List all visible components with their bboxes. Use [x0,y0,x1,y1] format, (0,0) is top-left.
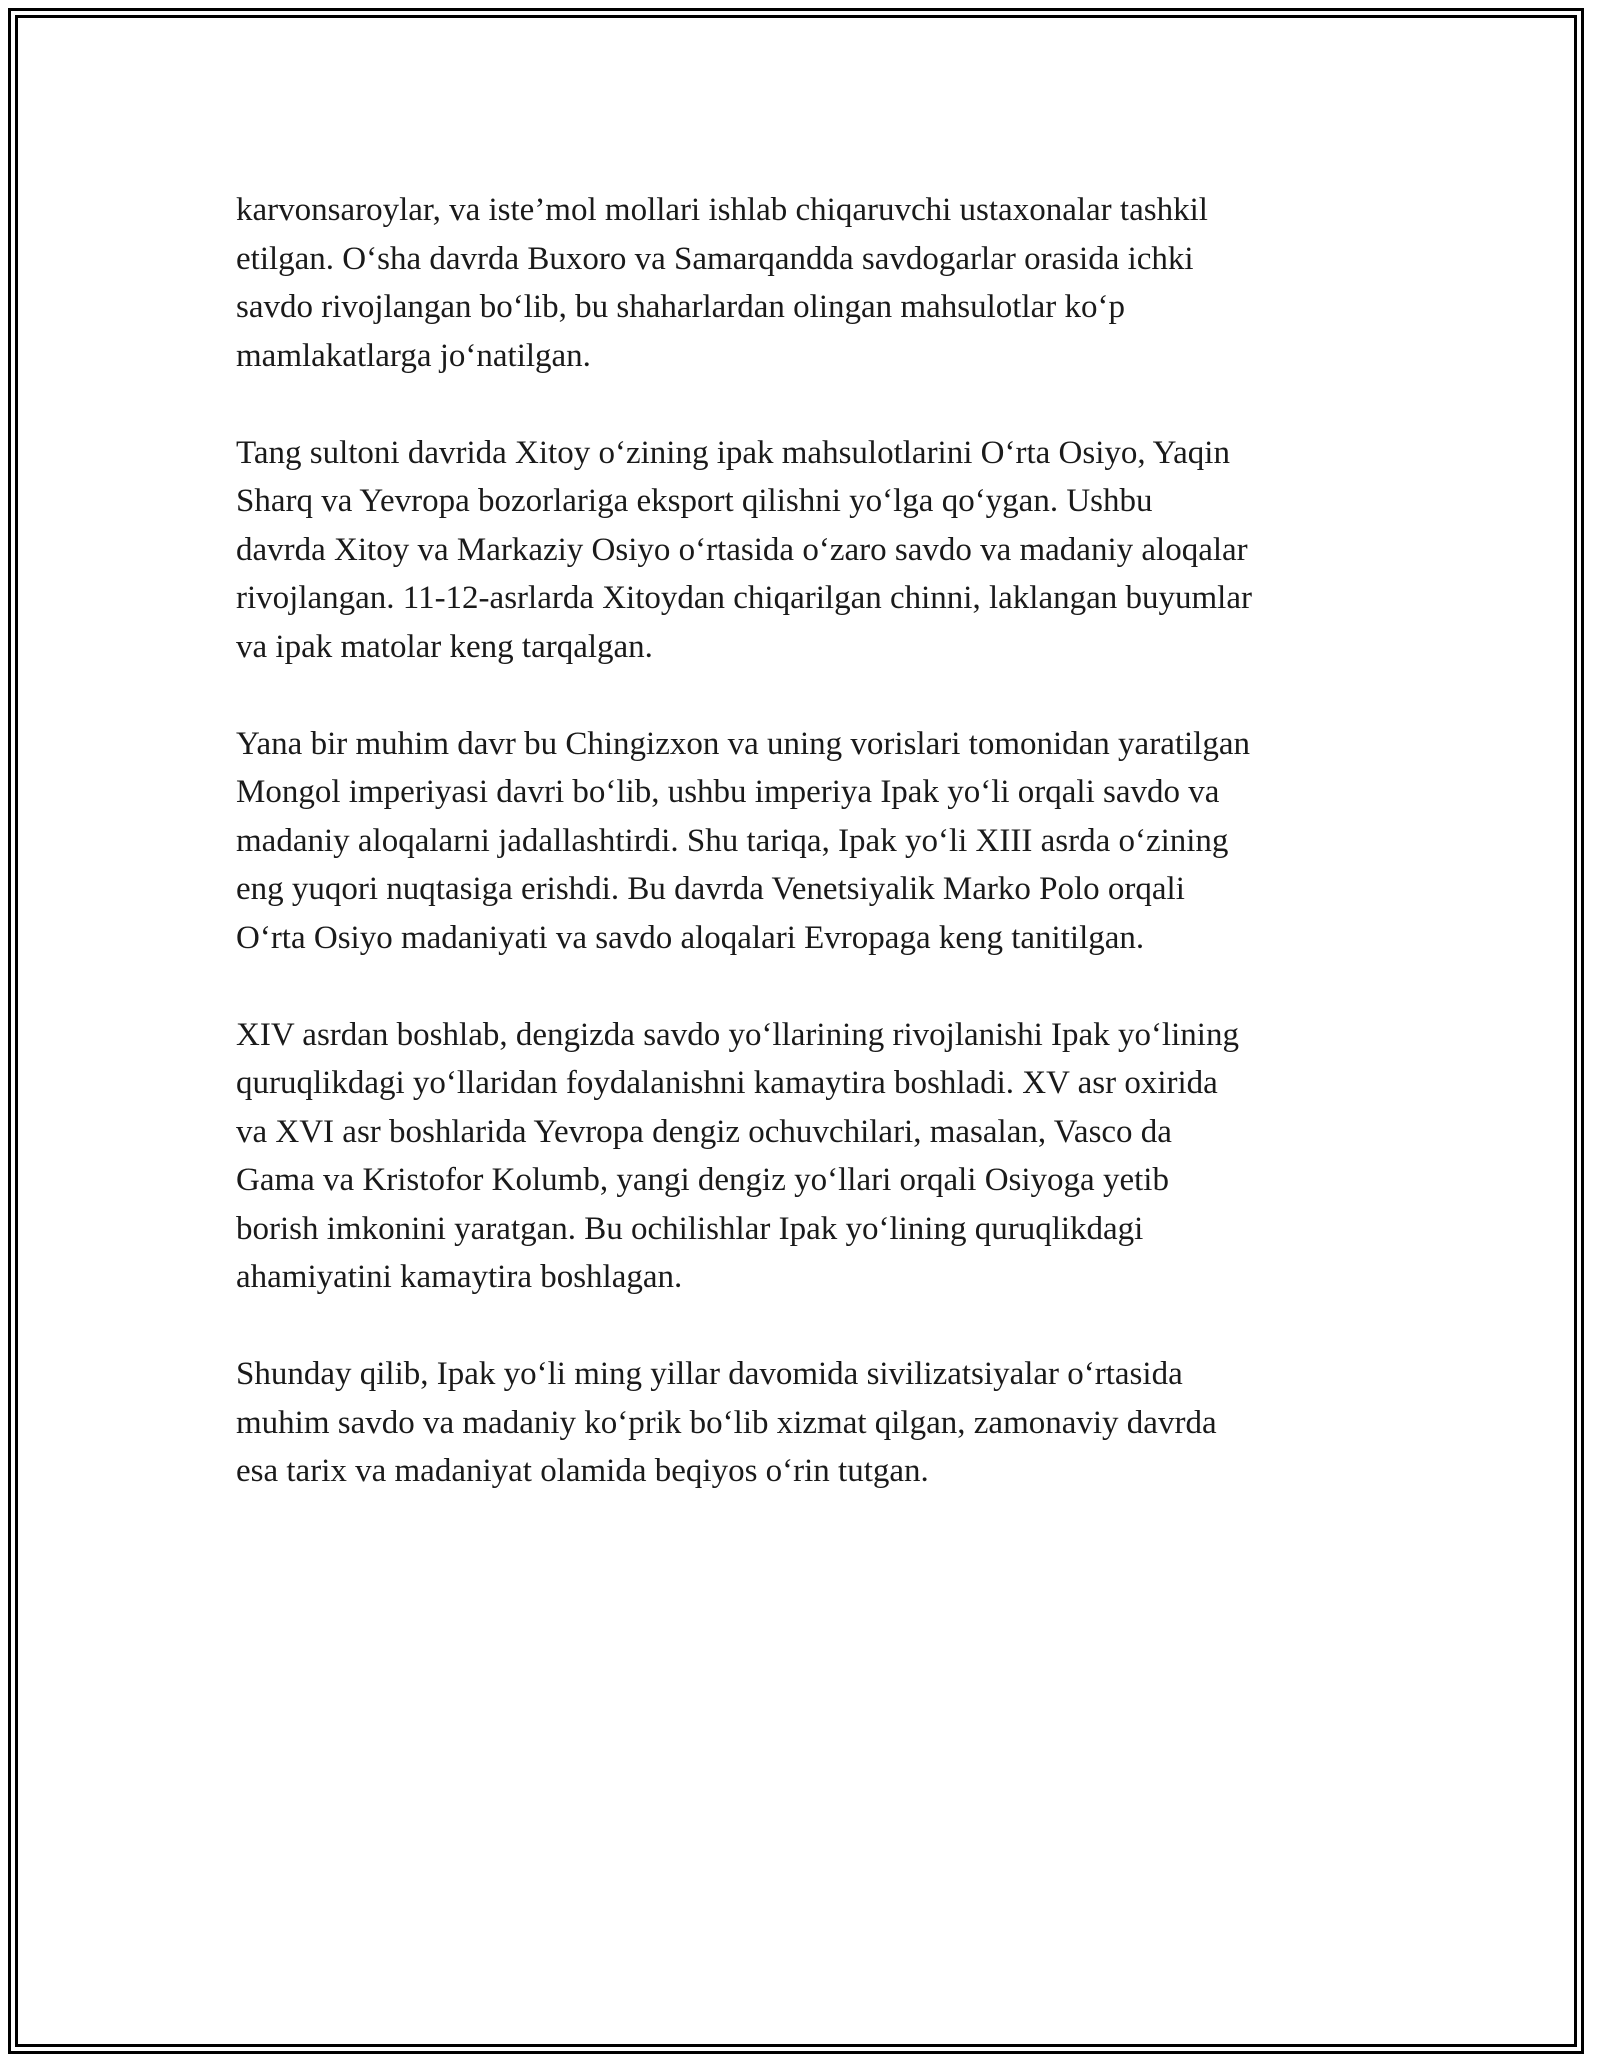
text-line: Mongol imperiyasi davri bo‘lib, ushbu imperiya Ipak yo‘li orqali savdo va [236,774,1220,810]
paragraph-3 [236,720,1376,963]
text-line: va XVI asr boshlarida Yevropa dengiz ochuvchilari, masalan, Vasco da [236,1113,1172,1150]
paragraph-1 [236,186,1376,380]
text-line: ahamiyatini kamaytira boshlagan. [236,1259,683,1295]
text-line: va ipak matolar keng tarqalgan. [236,628,653,665]
text-line: O‘rta Osiyo madaniyati va savdo aloqalari Evropaga keng tanitilgan. [236,919,1145,956]
text-line: Tang sultoni davrida Xitoy o‘zining ipak mahsulotlarini O‘rta Osiyo, Yaqin [236,434,1230,471]
paragraph-5 [236,1350,1376,1496]
text-line: eng yuqori nuqtasiga erishdi. Bu davrda Venetsiyalik Marko Polo orqali [236,871,1185,907]
text-line: Gama va Kristofor Kolumb, yangi dengiz yo‘llari orqali Osiyoga yetib [236,1162,1169,1198]
document-body [236,186,1376,1544]
text-line: quruqlikdagi yo‘llaridan foydalanishni kamaytira boshladi. XV asr oxirida [236,1065,1218,1101]
text-line: borish imkonini yaratgan. Bu ochilishlar Ipak yo‘lining quruqlikdagi [236,1210,1144,1247]
text-line: Sharq va Yevropa bozorlariga eksport qilishni yo‘lga qo‘ygan. Ushbu [236,483,1153,519]
text-line: Shunday qilib, Ipak yo‘li ming yillar davomida sivilizatsiyalar o‘rtasida [236,1356,1183,1392]
text-line: savdo rivojlangan bo‘lib, bu shaharlardan olingan mahsulotlar ko‘p [236,289,1125,325]
text-line: davrda Xitoy va Markaziy Osiyo o‘rtasida o‘zaro savdo va madaniy aloqalar [236,531,1248,568]
text-line: madaniy aloqalarni jadallashtirdi. Shu tariqa, Ipak yo‘li XIII asrda o‘zining [236,822,1229,859]
text-line: rivojlangan. 11-12-asrlarda Xitoydan chiqarilgan chinni, laklangan buyumlar [236,580,1252,616]
paragraph-2 [236,429,1376,672]
text-line: Yana bir muhim davr bu Chingizxon va uning vorislari tomonidan yaratilgan [236,725,1250,762]
text-line: XIV asrdan boshlab, dengizda savdo yo‘llarining rivojlanishi Ipak yo‘lining [236,1016,1239,1053]
text-line: esa tarix va madaniyat olamida beqiyos o‘rin tutgan. [236,1453,929,1489]
text-line: muhim savdo va madaniy ko‘prik bo‘lib xizmat qilgan, zamonaviy davrda [236,1404,1217,1441]
text-line: etilgan. O‘sha davrda Buxoro va Samarqandda savdogarlar orasida ichki [236,240,1194,277]
text-line: mamlakatlarga jo‘natilgan. [236,337,591,374]
paragraph-4 [236,1011,1376,1302]
text-line: karvonsaroylar, va iste’mol mollari ishlab chiqaruvchi ustaxonalar tashkil [236,192,1208,228]
